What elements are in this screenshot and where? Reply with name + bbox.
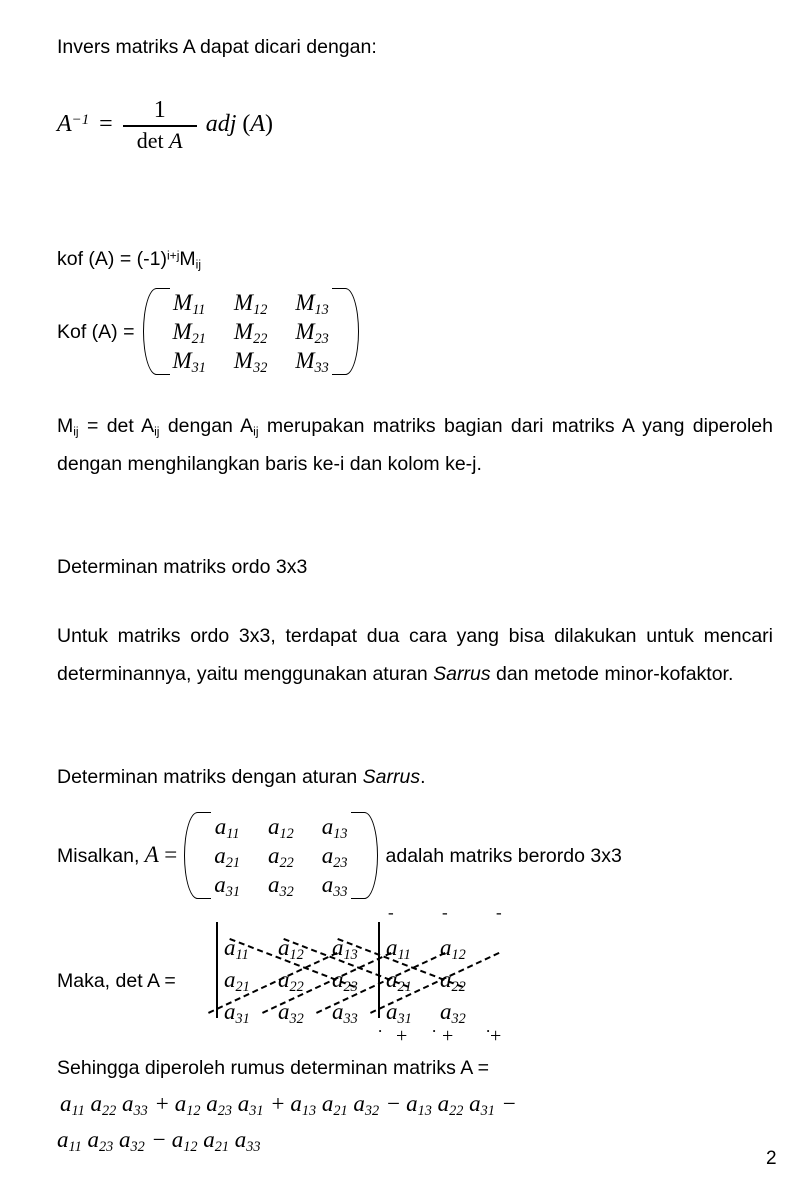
result-formula-line-2	[57, 1122, 262, 1158]
matrix-a-label: Misalkan, A =	[57, 842, 178, 867]
result-lead: Sehingga diperoleh rumus determinan matriks A =	[57, 1057, 489, 1079]
inverse-equals: =	[99, 110, 113, 137]
table-row	[200, 812, 361, 841]
cofactor-matrix-block	[57, 288, 359, 375]
cofactor-matrix	[143, 288, 359, 375]
sarrus-cell: $a_{11}$	[386, 935, 411, 963]
term-5: $a_{11}$ $a_{23}$ $a_{32}$	[57, 1127, 145, 1155]
table-row	[200, 841, 361, 870]
sarrus-cell: $a_{12}$	[440, 935, 466, 963]
left-paren-icon	[184, 812, 200, 899]
matrix-cell: $M_{32}$	[233, 348, 268, 376]
matrix-cell: $a_{32}$	[268, 872, 294, 900]
sarrus-cell: $a_{11}$	[224, 935, 249, 963]
matrix-cell: $M_{12}$	[233, 290, 268, 318]
matrix-cell: $a_{21}$	[214, 843, 241, 871]
sarrus-dot-2: .	[432, 1017, 437, 1036]
inverse-lhs: $A^{-1}$	[57, 110, 90, 137]
cofactor-exponent: i+j	[166, 248, 180, 263]
table-row	[200, 870, 361, 899]
sarrus-plus-3: +	[490, 1025, 502, 1047]
sarrus-cell: $a_{32}$	[440, 999, 466, 1027]
matrix-cell: $a_{31}$	[214, 872, 241, 900]
matrix-cell: $M_{31}$	[172, 348, 206, 376]
term-3: $a_{13}$ $a_{21}$ $a_{32}$	[290, 1091, 380, 1119]
matrix-cell: $a_{13}$	[321, 814, 348, 842]
sarrus-minus-1: -	[388, 903, 394, 922]
result-formula-line-1	[60, 1086, 522, 1122]
table-row	[159, 346, 343, 375]
operator-minus: −	[502, 1091, 516, 1116]
matrix-cell: $M_{33}$	[295, 348, 329, 376]
matrix-a	[184, 812, 377, 899]
sarrus-cell: $a_{22}$	[440, 967, 466, 995]
operator-plus: +	[271, 1091, 285, 1116]
sarrus-emphasis: Sarrus	[433, 663, 491, 685]
sarrus-cell: $a_{13}$	[332, 935, 358, 963]
matrix-cell: $M_{11}$	[173, 290, 206, 318]
operator-minus: −	[387, 1091, 401, 1116]
right-paren-icon	[343, 288, 359, 375]
sarrus-cell: $a_{22}$	[278, 967, 304, 995]
minor-explanation: $M_{ij} = \det A_{ij}$ dengan $A_{ij}$ merupakan matriks bagian dari matriks A yang diperoleh dengan menghilangkan baris ke-i dan kolom ke-j.	[57, 415, 773, 475]
sarrus-cell: $a_{32}$	[278, 999, 304, 1027]
fraction-numerator: 1	[153, 97, 166, 123]
matrix-cell: $M_{23}$	[295, 319, 329, 347]
matrix-middle-bar	[378, 922, 380, 1018]
cofactor-matrix-table	[159, 288, 343, 375]
cofactor-minor: M	[179, 248, 196, 270]
matrix-a-block	[57, 812, 622, 899]
matrix-cell: $M_{13}$	[295, 290, 329, 318]
sarrus-plus-1: +	[396, 1025, 408, 1047]
determinant-heading: Determinan matriks ordo 3x3	[57, 556, 308, 578]
sarrus-cell: $a_{33}$	[332, 999, 358, 1027]
matrix-cell: $M_{22}$	[233, 319, 268, 347]
sarrus-diagram	[210, 900, 540, 1047]
table-row	[159, 288, 343, 317]
term-2: $a_{12}$ $a_{23}$ $a_{31}$	[174, 1091, 264, 1119]
term-4: $a_{13}$ $a_{22}$ $a_{31}$	[406, 1091, 495, 1119]
cofactor-matrix-label: Kof (A) =	[57, 320, 135, 343]
intro-line: Invers matriks A dapat dicari dengan:	[57, 36, 377, 58]
sarrus-dot-3: .	[486, 1017, 491, 1036]
sarrus-heading: Determinan matriks dengan aturan Sarrus.	[57, 766, 426, 788]
matrix-cell: $a_{11}$	[214, 814, 240, 842]
term-1: $a_{11}$ $a_{22}$ $a_{33}$	[60, 1091, 148, 1119]
sarrus-cell: $a_{21}$	[224, 967, 250, 995]
operator-minus: −	[152, 1127, 166, 1152]
term-6: $a_{12}$ $a_{21}$ $a_{33}$	[171, 1127, 261, 1155]
sarrus-cell: $a_{21}$	[386, 967, 412, 995]
cofactor-label: kof (A) = (-1)	[57, 248, 167, 270]
fraction-denominator: det A	[136, 127, 183, 153]
sarrus-dot-1: .	[378, 1017, 383, 1036]
sarrus-cell: $a_{31}$	[224, 999, 250, 1027]
sarrus-cell: $a_{31}$	[386, 999, 412, 1027]
determinant-paragraph: Untuk matriks ordo 3x3, terdapat dua cara yang bisa dilakukan untuk mencari determinannya, yaitu menggunakan aturan Sarrus dan metode minor-kofaktor.	[57, 625, 773, 685]
sarrus-emphasis-2: Sarrus	[362, 766, 421, 788]
matrix-a-table	[200, 812, 361, 899]
page-number: 2	[766, 1148, 777, 1169]
cofactor-definition	[57, 240, 201, 278]
sarrus-cell: $a_{23}$	[332, 967, 358, 995]
matrix-cell: $a_{22}$	[268, 843, 294, 871]
matrix-a-suffix: adalah matriks berordo 3x3	[385, 844, 622, 867]
left-paren-icon	[143, 288, 159, 375]
sarrus-minus-3: -	[496, 903, 502, 922]
matrix-cell: $M_{21}$	[172, 319, 206, 347]
adjugate-expression: adj (A)	[205, 110, 274, 137]
right-paren-icon	[362, 812, 378, 899]
inverse-fraction	[123, 97, 197, 154]
inverse-formula	[57, 96, 273, 153]
sarrus-det-label: Maka, det A =	[57, 970, 176, 992]
sarrus-minus-2: -	[442, 903, 448, 922]
matrix-cell: $a_{33}$	[321, 872, 348, 900]
table-row	[159, 317, 343, 346]
minor-symbol: M	[57, 415, 74, 437]
cofactor-minor-sub: ij	[195, 257, 202, 272]
matrix-cell: $a_{12}$	[268, 814, 294, 842]
sarrus-plus-2: +	[442, 1025, 454, 1047]
sarrus-cell: $a_{12}$	[278, 935, 304, 963]
matrix-left-bar	[216, 922, 218, 1018]
matrix-cell: $a_{23}$	[321, 843, 348, 871]
operator-plus: +	[155, 1091, 169, 1116]
